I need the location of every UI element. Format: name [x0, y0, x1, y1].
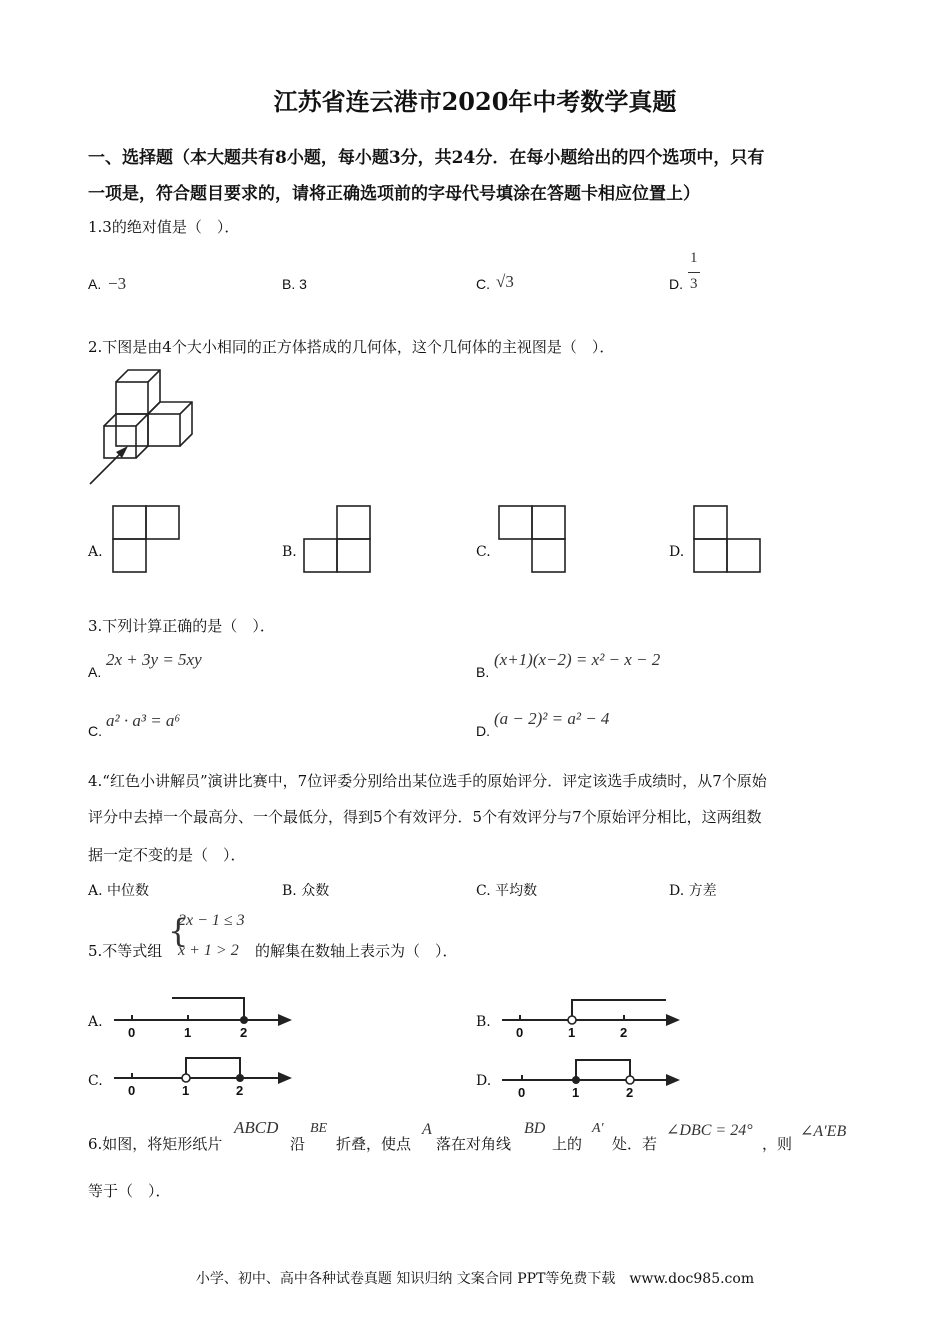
q6-point-a: A [422, 1121, 432, 1138]
q1-option-c-label: C. [476, 276, 490, 292]
q4-stem-line3: 据一定不变的是（ ）． [88, 846, 246, 864]
q2-option-d-label: D. [669, 544, 685, 560]
q3-option-a-expr: 2x + 3y = 5xy [106, 650, 202, 669]
q5-option-c-label: C. [88, 1073, 103, 1089]
q1-option-a-label: A. [88, 276, 102, 292]
q6-bd: BD [524, 1120, 546, 1137]
q5a-tick-0: 0 [128, 1025, 136, 1040]
q4-option-d: D. 方差 [669, 883, 717, 899]
q5-option-d-numberline [498, 1054, 684, 1100]
q5-brace: { [168, 912, 189, 950]
q1-option-c-value: √3 [496, 272, 514, 291]
q3-option-d-expr: (a − 2)² = a² − 4 [494, 709, 610, 728]
q2-stem: 2.下图是由4个大小相同的正方体搭成的几何体，这个几何体的主视图是（ ）． [88, 338, 615, 356]
q6-text-7: ，则 [762, 1135, 793, 1153]
q5d-tick-1: 1 [572, 1085, 580, 1100]
q1-option-a-value: −3 [108, 274, 127, 293]
q1-stem: 1.3的绝对值是（ ）． [88, 218, 240, 236]
q5a-tick-1: 1 [184, 1025, 192, 1040]
q2-option-a-label: A. [88, 544, 103, 560]
q3-option-b-expr: (x+1)(x−2) = x² − x − 2 [494, 650, 661, 669]
page-title: 江苏省连云港市2020年中考数学真题 [273, 87, 677, 116]
q6-text-line2: 等于（ ）． [88, 1182, 171, 1200]
q5-inequality-1: 2x − 1 ≤ 3 [178, 912, 245, 929]
q1-option-b: B. 3 [282, 276, 307, 292]
q5-option-a-numberline [110, 994, 296, 1040]
q2-cube-figure [88, 366, 198, 488]
q4-option-b: B. 众数 [282, 883, 330, 899]
q5-option-a-label: A. [88, 1014, 103, 1030]
q6-a-prime: A′ [592, 1121, 604, 1136]
q6-text-1: 6.如图，将矩形纸片 [88, 1135, 223, 1153]
q4-stem-line1: 4.“红色小讲解员”演讲比赛中，7位评委分别给出某位选手的原始评分．评定该选手成绩时，从7个原始 [88, 772, 767, 790]
q6-be: BE [310, 1121, 328, 1136]
q3-stem: 3.下列计算正确的是（ ）． [88, 617, 275, 635]
q3-option-c-label: C. [88, 723, 102, 739]
q1-option-d-numerator: 1 [690, 250, 698, 266]
q3-option-c-expr: a² · a³ = a⁶ [106, 711, 181, 730]
q2-option-a-figure [112, 505, 180, 573]
q3-option-a-label: A. [88, 664, 102, 680]
q5-inequality-2: x + 1 > 2 [178, 942, 239, 959]
q2-option-c-label: C. [476, 544, 491, 560]
q2-option-d-figure [693, 505, 761, 573]
q5d-tick-0: 0 [518, 1085, 526, 1100]
q5-prefix: 5.不等式组 [88, 942, 163, 960]
q1-option-d-label: D. [669, 276, 683, 292]
page-footer: 小学、初中、高中各种试卷真题 知识归纳 文案合同 PPT等免费下载 www.doc985.com [195, 1271, 755, 1287]
q6-angle-dbc: ∠DBC = 24° [666, 1122, 753, 1139]
q5d-tick-2: 2 [626, 1085, 634, 1100]
q5-option-c-numberline [110, 1052, 296, 1098]
q5a-tick-2: 2 [240, 1025, 248, 1040]
q2-option-c-figure [498, 505, 566, 573]
q5c-tick-2: 2 [236, 1083, 244, 1098]
q5c-tick-0: 0 [128, 1083, 136, 1098]
q4-option-a: A. 中位数 [88, 883, 150, 899]
q6-text-3: 折叠，使点 [336, 1135, 412, 1153]
q6-angle-aeb: ∠A′EB [800, 1123, 847, 1140]
section-heading-line1: 一、选择题（本大题共有8小题，每小题3分，共24分．在每小题给出的四个选项中，只有 [88, 148, 765, 168]
q3-option-d-label: D. [476, 723, 490, 739]
q5b-tick-0: 0 [516, 1025, 524, 1040]
q6-text-2: 沿 [290, 1135, 306, 1153]
q1-fraction-bar [688, 272, 700, 273]
q1-option-d-denominator: 3 [690, 276, 698, 292]
q5-option-d-label: D. [476, 1073, 492, 1089]
section-heading-line2: 一项是，符合题目要求的，请将正确选项前的字母代号填涂在答题卡相应位置上） [88, 184, 700, 204]
q4-stem-line2: 评分中去掉一个最高分、一个最低分，得到5个有效评分．5个有效评分与7个原始评分相比，这两组数 [88, 808, 762, 826]
q2-option-b-figure [303, 505, 371, 573]
q5b-tick-2: 2 [620, 1025, 628, 1040]
q6-text-4: 落在对角线 [436, 1135, 512, 1153]
q5-option-b-numberline [498, 994, 684, 1040]
q5-suffix: 的解集在数轴上表示为（ ）． [255, 942, 458, 960]
q3-option-b-label: B. [476, 664, 490, 680]
q4-option-c: C. 平均数 [476, 883, 538, 899]
q5-option-b-label: B. [476, 1014, 491, 1030]
q2-option-b-label: B. [282, 544, 297, 560]
q5c-tick-1: 1 [182, 1083, 190, 1098]
q6-abcd: ABCD [234, 1118, 279, 1137]
q5b-tick-1: 1 [568, 1025, 576, 1040]
q6-text-6: 处．若 [612, 1135, 658, 1153]
q6-text-5: 上的 [552, 1135, 583, 1153]
